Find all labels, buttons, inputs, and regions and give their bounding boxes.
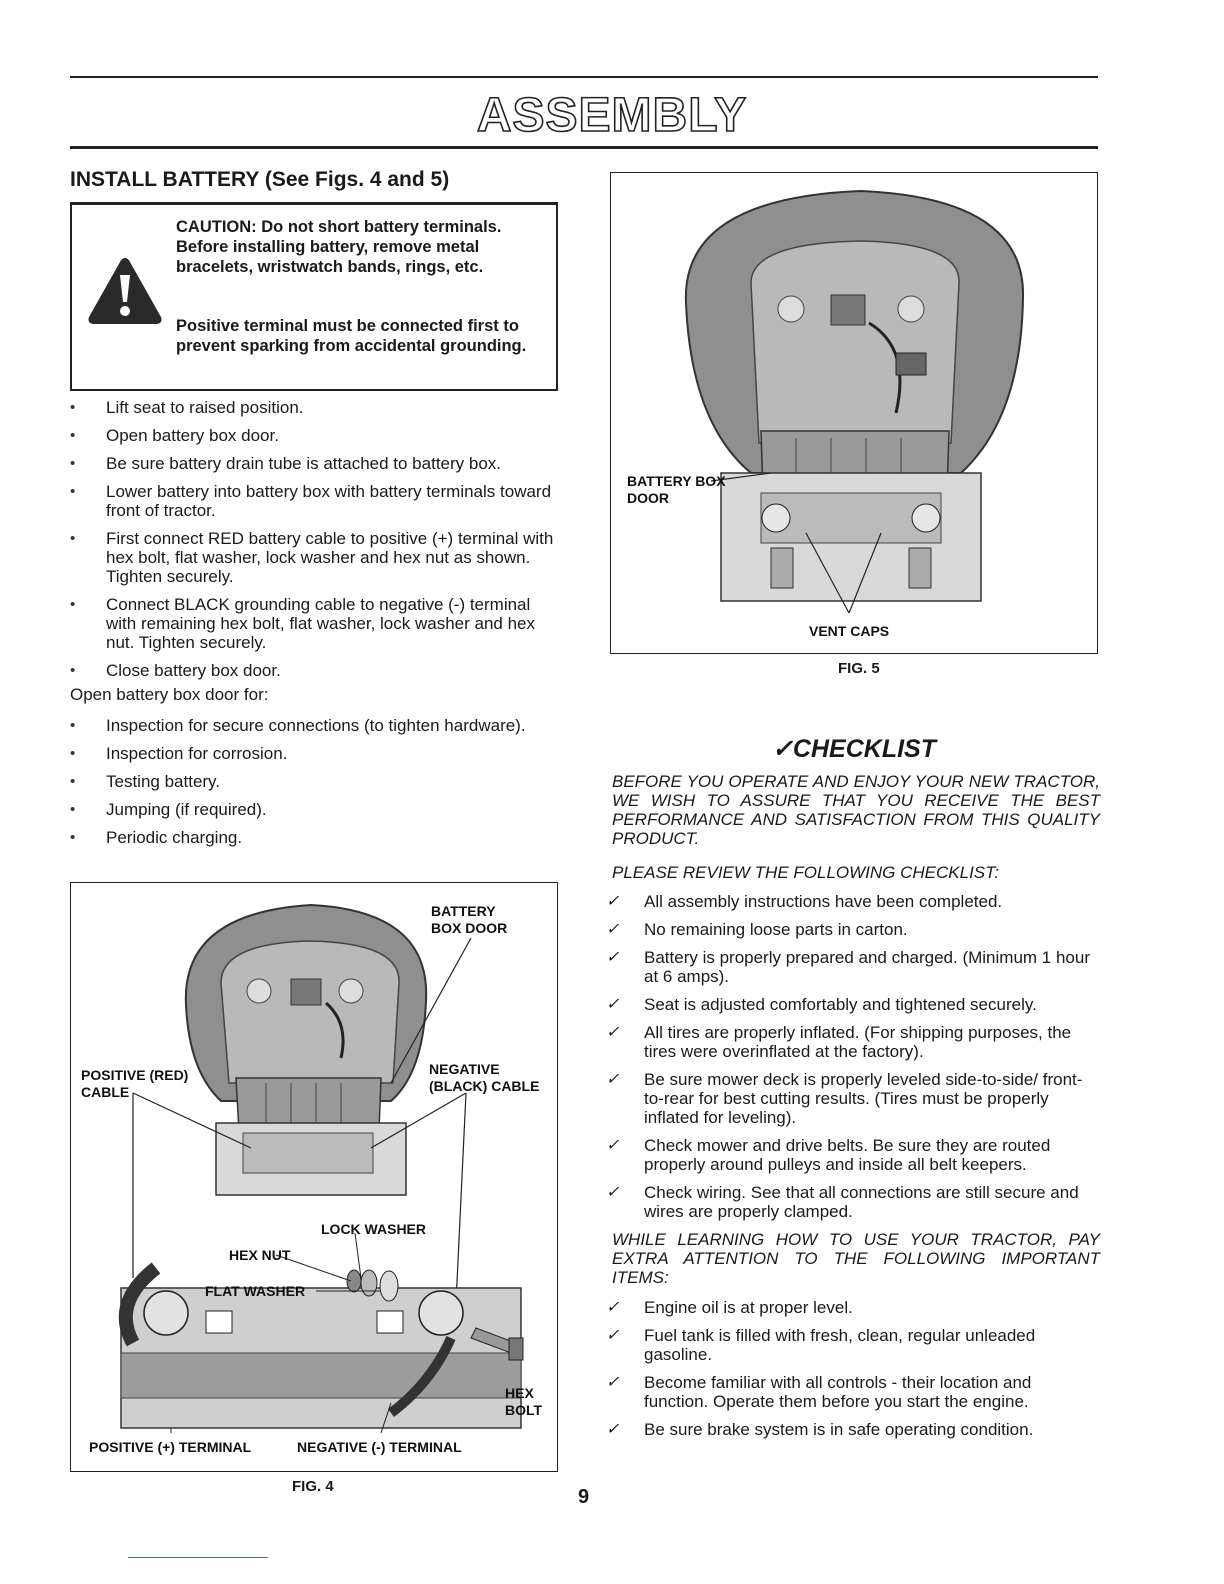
list-item: • Close battery box door. bbox=[70, 661, 560, 680]
open-reasons-list bbox=[70, 716, 560, 856]
fig5-caption: FIG. 5 bbox=[838, 660, 880, 677]
fig5-label-battery-box-door: BATTERY BOX DOOR bbox=[627, 473, 726, 506]
fig4-caption: FIG. 4 bbox=[292, 1478, 334, 1495]
important-items bbox=[606, 1298, 1100, 1448]
fig4-label-positive-cable: POSITIVE (RED) CABLE bbox=[81, 1067, 189, 1100]
checklist-item: ✓ Battery is properly prepared and charged. (Minimum 1 hour at 6 amps). bbox=[606, 948, 1100, 986]
checklist-item: ✓ Be sure mower deck is properly leveled side-to-side/ front-to-rear for best cutting results. (Tires must be properly inflated for leveling). bbox=[606, 1070, 1100, 1127]
fig4-label-negative-cable: NEGATIVE (BLACK) CABLE bbox=[429, 1061, 540, 1094]
figure-4 bbox=[70, 882, 558, 1472]
checklist-item: ✓ Check mower and drive belts. Be sure they are routed properly around pulleys and inside all belt keepers. bbox=[606, 1136, 1100, 1174]
caution-box bbox=[70, 202, 558, 391]
top-rule bbox=[70, 76, 1098, 78]
checklist-intro: BEFORE YOU OPERATE AND ENJOY YOUR NEW TRACTOR, WE WISH TO ASSURE THAT YOU RECEIVE THE BEST PERFORMANCE AND SATISFACTION FROM THIS QUALITY PRODUCT. bbox=[612, 772, 1100, 848]
title-rule bbox=[70, 146, 1098, 149]
fig5-label-vent-caps: VENT CAPS bbox=[809, 623, 890, 639]
list-item: • Open battery box door. bbox=[70, 426, 560, 445]
fig4-label-positive-terminal: POSITIVE (+) TERMINAL bbox=[89, 1439, 252, 1455]
fig4-label-lock-washer: LOCK WASHER bbox=[321, 1221, 426, 1237]
checklist-heading: ✓CHECKLIST bbox=[771, 735, 936, 763]
checklist-item: ✓ No remaining loose parts in carton. bbox=[606, 920, 1100, 939]
list-item: • Inspection for corrosion. bbox=[70, 744, 560, 763]
page-number: 9 bbox=[578, 1486, 590, 1508]
list-item: • Be sure battery drain tube is attached to battery box. bbox=[70, 454, 560, 473]
list-item: • Testing battery. bbox=[70, 772, 560, 791]
list-item: • Inspection for secure connections (to tighten hardware). bbox=[70, 716, 560, 735]
checklist-item: ✓ Engine oil is at proper level. bbox=[606, 1298, 1100, 1317]
fig4-label-battery-box-door: BATTERY BOX DOOR bbox=[431, 903, 508, 936]
open-door-label: Open battery box door for: bbox=[70, 685, 269, 704]
checklist-item: ✓ Be sure brake system is in safe operating condition. bbox=[606, 1420, 1100, 1439]
fig4-illustration bbox=[71, 883, 557, 1471]
checklist-item: ✓ All assembly instructions have been completed. bbox=[606, 892, 1100, 911]
figure-5 bbox=[610, 172, 1098, 654]
list-item: • Jumping (if required). bbox=[70, 800, 560, 819]
list-item: • Connect BLACK grounding cable to negative (-) terminal with remaining hex bolt, flat washer, lock washer and hex nut. Tighten securely. bbox=[70, 595, 560, 652]
fig4-label-hex-nut: HEX NUT bbox=[229, 1247, 291, 1263]
fig4-label-hex-bolt: HEX BOLT bbox=[505, 1385, 543, 1418]
list-item: • First connect RED battery cable to positive (+) terminal with hex bolt, flat washer, lock washer and hex nut as shown. Tighten securely. bbox=[70, 529, 560, 586]
warning-icon bbox=[86, 255, 164, 327]
positive-first-warning: Positive terminal must be connected first to prevent sparking from accidental grounding. bbox=[176, 317, 527, 355]
page-title: ASSEMBLY bbox=[476, 89, 748, 142]
checklist-item: ✓ All tires are properly inflated. (For shipping purposes, the tires were overinflated at the factory). bbox=[606, 1023, 1100, 1061]
list-item: • Periodic charging. bbox=[70, 828, 560, 847]
fig4-label-negative-terminal: NEGATIVE (-) TERMINAL bbox=[297, 1439, 462, 1455]
footer-line bbox=[128, 1557, 268, 1558]
checklist-item: ✓ Fuel tank is filled with fresh, clean, regular unleaded gasoline. bbox=[606, 1326, 1100, 1364]
fig5-illustration bbox=[611, 173, 1097, 653]
checklist-item: ✓ Seat is adjusted comfortably and tightened securely. bbox=[606, 995, 1100, 1014]
list-item: • Lift seat to raised position. bbox=[70, 398, 560, 417]
checklist-review-label: PLEASE REVIEW THE FOLLOWING CHECKLIST: bbox=[612, 863, 999, 882]
section-heading: INSTALL BATTERY (See Figs. 4 and 5) bbox=[70, 168, 450, 191]
checklist-item: ✓ Check wiring. See that all connections are still secure and wires are properly clamped. bbox=[606, 1183, 1100, 1221]
install-steps-list bbox=[70, 398, 560, 689]
fig4-label-flat-washer: FLAT WASHER bbox=[205, 1283, 306, 1299]
checklist-items bbox=[606, 892, 1100, 1230]
checklist-item: ✓ Become familiar with all controls - their location and function. Operate them before you start the engine. bbox=[606, 1373, 1100, 1411]
list-item: • Lower battery into battery box with battery terminals toward front of tractor. bbox=[70, 482, 560, 520]
while-learning-label: WHILE LEARNING HOW TO USE YOUR TRACTOR, PAY EXTRA ATTENTION TO THE FOLLOWING IMPORTANT ITEMS: bbox=[612, 1230, 1100, 1287]
caution-text: CAUTION: Do not short battery terminals. Before installing battery, remove metal bracelets, wristwatch bands, rings, etc. bbox=[176, 218, 502, 276]
